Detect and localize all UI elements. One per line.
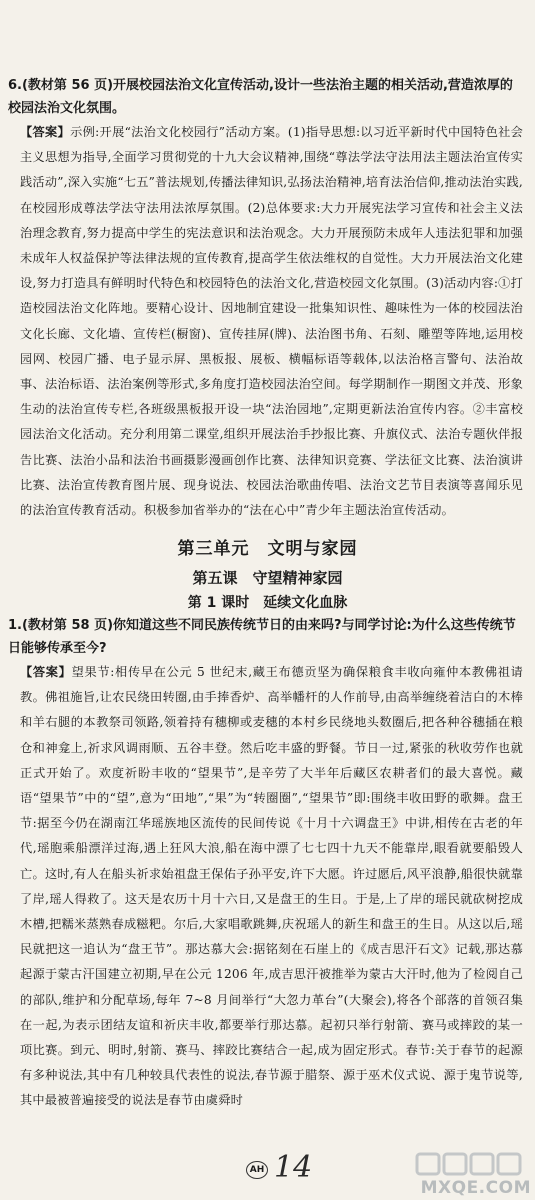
edition-badge: AH — [246, 1161, 268, 1179]
answer-label: 【答案】 — [20, 665, 72, 679]
watermark — [406, 1150, 531, 1198]
page-number: 14 — [274, 1150, 313, 1185]
page-footer — [210, 1150, 350, 1194]
answer-6-text: 示例:开展“法治文化校园行”活动方案。(1)指导思想:以习近平新时代中国特色社会主义思想为指导,全面学习贯彻党的十九大会议精神,围绕“尊法学法守法用法主题法治宣传实践活动”,深入实施“七五”普法规划,传播法律知识,弘扬法治精神,培育法治信仰,推动法治实践,在校园形成尊法学法守法用法浓厚氛围。(2)总体要求:大力开展宪法学习宣传和社会主义法治理念教育,努力提高中学生的宪法意识和法治观念。大力开展预防未成年人违法犯罪和加强未成年人权益保护等法律法规的宣传教育,提高学生依法维权的自觉性。大力开展法治文化建设,努力打造具有鲜明时代特色和校园特色的法治文化,营造校园文化氛围。(3)活动内容:①打造校园法治文化阵地。要精心设计、因地制宜建设一批集知识性、趣味性为一体的校园法治文化长廊、文化墙、宣传栏(橱窗)、宣传挂屏(牌)、法治图书角、石刻、雕塑等阵地,运用校园网、校园广播、电子显示屏、黑板报、展板、横幅标语等载体,以法治格言警句、法治故事、法治标语、法治案例等形式,多角度打造校园法治空间。每学期制作一期图文并茂、形象生动的法治宣传专栏,各班级黑板报开设一块“法治园地”,定期更新法治宣传内容。②丰富校园法治文化活动。充分利用第二课堂,组织开展法治手抄报比赛、升旗仪式、法治专题伙伴报告比赛、法治小品和法治书画摄影漫画创作比赛、法律知识竞赛、学法征文比赛、法治演讲比赛、法治宣传教育图片展、现身说法、校园法治歌曲传唱、法治文艺节目表演等喜闻乐见的法治宣传教育活动。积极参加省举办的“法在心中”青少年主题法治宣传活动。 — [20, 125, 523, 518]
watermark-logo-icon — [413, 1150, 523, 1178]
lesson-title: 第五课 守望精神家园 — [192, 569, 343, 587]
question-1: 1.(教材第 58 页)你知道这些不同民族传统节日的由来吗?与同学讨论:为什么这些传统节日能够传承至今? — [8, 618, 516, 656]
question-6: 6.(教材第 56 页)开展校园法治文化宣传活动,设计一些法治主题的相关活动,营造浓厚的校园法治文化氛围。 — [8, 78, 513, 116]
unit-title: 第三单元 文明与家园 — [177, 539, 358, 559]
answer-label: 【答案】 — [20, 125, 71, 139]
period-title: 第 1 课时 延续文化血脉 — [187, 595, 348, 611]
answer-1 — [20, 660, 523, 1114]
answer-6 — [20, 120, 523, 523]
watermark-text: MXQE.COM — [420, 1178, 531, 1198]
answer-1-text: 望果节:相传早在公元 5 世纪末,藏王布德贡坚为确保粮食丰收向雍仲本教佛祖请教。佛祖施旨,让农民绕田转圈,由手捧香炉、高举幡杆的人作前导,由高举缠绕着洁白的木棒和羊右腿的本教祭司领路,领着持有穗柳或麦穗的本村乡民绕地头数圈后,把各种谷穗插在粮仓和神龛上,祈求风调雨顺、五谷丰登。然后吃丰盛的野餐。节日一过,紧张的秋收劳作也就正式开始了。欢度祈盼丰收的“望果节”,是辛劳了大半年后藏区农耕者们的最大喜悦。藏语“望果节”中的“望”,意为“田地”,“果”为“转圈圈”,“望果节”即:围绕丰收田野的歌舞。盘王节:据至今仍在湖南江华瑶族地区流传的民间传说《十月十六调盘王》中讲,相传在古老的年代,瑶胞乘船漂洋过海,遇上狂风大浪,船在海中漂了七七四十九天不能靠岸,眼看就要船毁人亡。这时,有人在船头祈求始祖盘王保佑子孙平安,许下大愿。许过愿后,风平浪静,船很快就靠了岸,瑶人得救了。这天是农历十月十六日,又是盘王的生日。于是,上了岸的瑶民就砍树挖成木槽,把糯米蒸熟春成糍粑。尔后,大家唱歌跳舞,庆祝瑶人的新生和盘王的生日。从这以后,瑶民就把这一追认为“盘王节”。那达慕大会:据铭刻在石崖上的《成吉思汗石文》记载,那达慕起源于蒙古汗国建立初期,早在公元 1206 年,成吉思汗被推举为蒙古大汗时,他为了检阅自己的部队,维护和分配草场,每年 7~8 月间举行“大忽力革台”(大聚会),将各个部落的首领召集在一起,为表示团结友谊和祈庆丰收,都要举行那达慕。起初只举行射箭、赛马或摔跤的某一项比赛。到元、明时,射箭、赛马、摔跤比赛结合一起,成为固定形式。春节:关于春节的起源有多种说法,其中有几种较具代表性的说法,春节源于腊祭、源于巫术仪式说、源于鬼节说等,其中最被普遍接受的说法是春节由虞舜时 — [20, 665, 523, 1108]
